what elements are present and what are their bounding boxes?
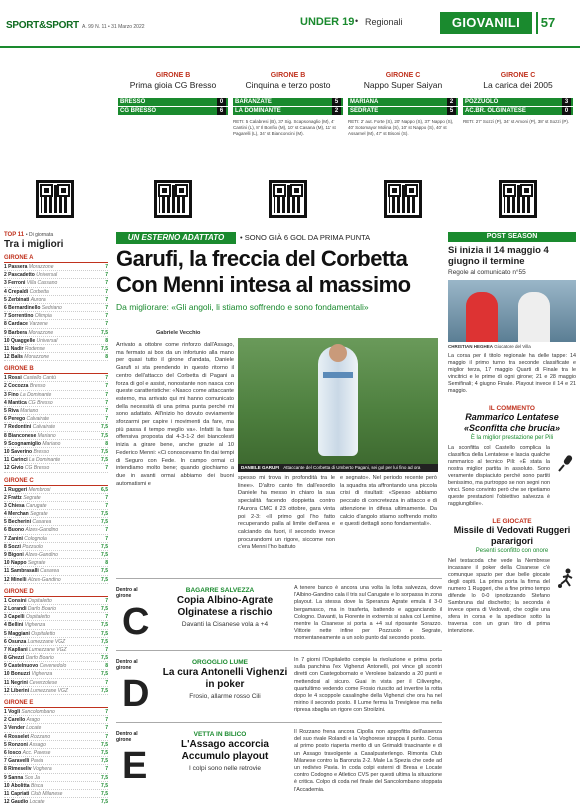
list-item: 1 Rossi Castello Cantù 7: [4, 375, 108, 382]
article-deck: Da migliorare: «Gli angoli, li stiamo soffrendo e sono fondamentali»: [116, 302, 369, 312]
result-details: RETI: 2' aut. Forte (S), 20' Nappo (S), 37' Nappo (S), 40' Sotomayor Molina (S), 10' st Nappo (S), 40' st Assarnel (M), 47' st Bisoni (S).: [348, 119, 454, 136]
team-name: CG BRESSO: [120, 108, 157, 114]
top11-column: [4, 232, 108, 804]
list-item: 8 Rimeseliv Voghera 7: [4, 766, 108, 773]
plays-text: Nel testacoda che vede la Nembrese incassare il poker della Cisanese c'è comunque spazio per due belle giocate degli ospiti. La prima porta la firma del numero 1 Ruggeri, che a fine primo tempo difende lo 0-0 ipnotizzando Stefano Sambruna dal dischetto; la seconda è invece opera di Vedovati, che coglie una sfera in corsa e la spedisce sotto la traversa con un gran tiro di prima intenzione.: [448, 558, 576, 635]
list-item: 7 Zanini Colognola 7: [4, 535, 108, 542]
issue-info: A. 99 N. 11 • 31 Marzo 2022: [82, 24, 145, 30]
list-item: 8 Sozzi Pozzuolo 7,5: [4, 543, 108, 550]
player-caption: CHRISTIAN HEGHEA Giocatore del Villa: [448, 344, 531, 349]
result-girone: GIRONE C: [500, 72, 536, 79]
comment-label: IL COMMENTO: [489, 405, 535, 412]
post-season-sub: Regole al comunicato n°55: [448, 269, 526, 276]
list-item: 3 Fino La Dominante 7: [4, 391, 108, 398]
comment-text: La sconfitta col Castello complica la classifica della Lentatese e lascia qualche rammarico al tecnico Pili: «È stata la nostra miglior partita in assoluto. Sono veramente dispiaciuto perché sono partiti benissimo, ma purtroppo se non segni non vinci. Sono convinto però che se ripetiamo queste prestazioni l'obiettivo salvezza è raggiungibile».: [448, 445, 576, 508]
list-item: 1 Consini Ospitaletto 7: [4, 597, 108, 604]
scoreboard: [463, 98, 573, 116]
list-item: 8 Ghezzi Darfo Boario 7,5: [4, 655, 108, 662]
list-item: 5 Maggiani Ospitaletto 7,5: [4, 630, 108, 637]
team-name: LA DOMINANTE: [235, 108, 281, 114]
article-kicker: UN ESTERNO ADATTATO: [116, 232, 236, 244]
list-item: 5 Riva Mariano 7: [4, 408, 108, 414]
post-season-head: Si inizia il 14 maggio 4 giugno il termine: [448, 245, 549, 267]
section-headline: La cura Antonelli Vighenzi in poker: [162, 667, 288, 690]
list-item: 11 Negrini Ceverzolese 7: [4, 679, 108, 686]
section-headline: L'Assago accorcia Accumulo playout: [181, 739, 269, 762]
list-item: 7 Garavelli Pavia 7,5: [4, 758, 108, 765]
list-item: 11 Nadir Rodense 7,5: [4, 345, 108, 352]
section-letter: C: [122, 601, 150, 643]
list-item: 12 Liberini Lumezzane VGZ 7,5: [4, 687, 108, 694]
score-row: [463, 107, 573, 116]
list-item: 11 Sambrasalli Casarea 7,5: [4, 568, 108, 575]
photo-caption: DANIELE GARUFI Attaccante del Corbetta di Umberto Pagani, sei gol per lui fino ad ora: [238, 464, 438, 472]
result-girone: GIRONE B: [270, 72, 306, 79]
list-item: 7 Kapllani Lumezzane VGZ 7: [4, 646, 108, 653]
header-bullet: •: [355, 16, 359, 26]
list-item: 2 Lorandi Darfo Boario 7,5: [4, 605, 108, 612]
qr-code-icon[interactable]: [269, 180, 307, 218]
list-item: 8 Cardace Varzene 7: [4, 321, 108, 328]
top11-group: [4, 589, 108, 695]
list-item: 6 Buono Alzes-Gandino 7: [4, 527, 108, 534]
top11-group: [4, 700, 108, 804]
article-kicker-right: • SONO GIÀ 6 GOL DA PRIMA PUNTA: [240, 233, 371, 242]
team-score: 6: [217, 107, 226, 115]
score-row: [118, 98, 228, 107]
top11-group: [4, 366, 108, 472]
list-item: 6 Iosco Acc. Pavese 7,5: [4, 749, 108, 756]
page-number: 57: [536, 12, 558, 34]
category-label: UNDER 19: [300, 16, 355, 28]
list-item: 10 Abolitta Bisca 7,5: [4, 782, 108, 789]
section-kicker: Dentro al girone: [116, 659, 138, 671]
scoreboard: [118, 98, 228, 116]
list-item: 12 Givio CG Bresso 7: [4, 465, 108, 472]
list-item: 12 Balis Morazzone 8: [4, 354, 108, 361]
section-text: Il Rozzano frena ancora Cipolla non approfitta dell'assenza del suo rivale Rolandi e la Voghorese strappa il punto. Corsa al primo posto riaperta merito di un Grimaldi trascinante e di un Assago travolgente a Casalpusterlengo. Rimonta Club Milanese contro la Baronzia 2-2. Male La Spezia che cede ad un redivivo Pavia. In coda colpi esterni di Bresa e Locate contro Codogno e Atletico CVS per questi ultima la situazione è critica. Colpo di coda nel finale del Sancolombano stoppata l'Accademia.: [294, 729, 442, 793]
list-item: 3 Chiesa Carugate 7: [4, 502, 108, 509]
top11-kicker: TOP 11 • Di giornata: [4, 232, 54, 238]
section-label: BAGARRE SALVEZZA: [185, 587, 255, 594]
list-item: 9 Scognamiglio Mariano 8: [4, 440, 108, 447]
team-name: SEDRATE: [350, 108, 379, 114]
list-item: 4 Merchan Segrate 7,5: [4, 511, 108, 518]
list-item: 6 Osunza Lumezzane VGZ 7,5: [4, 638, 108, 645]
post-season-text: La corsa per il titolo regionale ha delle tappe: 14 maggio il primo turno tra seconde classificate e miglior terza, 17 maggio Quarti di Finale tra le vincitrici e le prime di ogni girone; 21 e 28 maggio Semifinali; 4 giugno Finale. Playout invece il 14 e 21 maggio.: [448, 353, 576, 394]
article-body-col3: e segnato». Nel periodo recente però la squadra sta affrontando una piccola crisi di risultati: «Spesso abbiamo peccato di concretezza in attacco e di attenzione in difesa ultimamente. Da calcio d'angolo stiamo soffrendo molto e questi dettagli sono fondamentali».: [340, 475, 437, 528]
list-item: 10 Quaggelle Universal 8: [4, 337, 108, 344]
list-item: 10 Saverino Bresso 7,5: [4, 448, 108, 455]
list-item: 5 Zerbinati Aurora 7: [4, 296, 108, 303]
team-name: AC.BR. OLGINATESE: [465, 108, 526, 114]
post-season-label: POST SEASON: [448, 232, 576, 242]
girone-section-e: [116, 722, 442, 796]
team-name: POZZUOLO: [465, 99, 499, 105]
list-item: 8 Bianconese Mariano 7,5: [4, 432, 108, 439]
result-girone: GIRONE B: [155, 72, 191, 79]
team-score: 2: [332, 107, 341, 115]
scoreboard: [348, 98, 458, 116]
comment-title: Rammarico Lentatese «Sconfitta che brucia»: [463, 412, 561, 433]
team-score: 5: [447, 107, 456, 115]
list-item: 2 Pascadetto Universal 7: [4, 272, 108, 279]
list-item: 1 Vogli Sancolombano 7: [4, 709, 108, 715]
list-item: 4 Crepaldi Corbetta 7: [4, 288, 108, 295]
score-row: [233, 98, 343, 107]
section-sub: Frosio, allarme rosso Cili: [189, 693, 261, 700]
list-item: 3 Capelli Ospitaletto 7: [4, 614, 108, 621]
publication-logo: SPORT&SPORT: [6, 20, 79, 31]
group-title: GIRONE D: [4, 589, 108, 597]
list-item: 3 Vender Locate 7: [4, 725, 108, 732]
section-letter: D: [122, 673, 150, 715]
team-score: 5: [332, 98, 341, 106]
result-title: Nappo Super Saiyan: [363, 80, 443, 90]
list-item: 10 Bonuzzi Vighenza 7,5: [4, 671, 108, 678]
result-girone: GIRONE C: [385, 72, 421, 79]
team-name: BRESSO: [120, 99, 146, 105]
list-item: 11 Carinci La Dominante 7,5: [4, 457, 108, 464]
list-item: 12 Minelli Alzes-Gandino 7,5: [4, 576, 108, 583]
qr-code-icon[interactable]: [384, 180, 422, 218]
plays-sub: Pesenti sconfitto con onore: [475, 548, 549, 554]
result-details: RETI: 5 Calabresi (B), 37 Sig. Scapsonaglio (M), 4' Cantini (L), 8' Il Bonfio (M), 10' st Casana (M), 11' st Pagarelli (L), 34' st Bianconcini (M).: [233, 119, 336, 136]
section-letter: E: [122, 745, 148, 787]
list-item: 9 Sanna Sos Ja 7,5: [4, 774, 108, 781]
team-score: 0: [217, 98, 226, 106]
result-title: Cinquina e terzo posto: [245, 80, 331, 90]
list-item: 4 Bellini Vighenza 7,5: [4, 622, 108, 629]
microphone-icon: [556, 453, 576, 473]
section-badge: GIOVANILI: [440, 12, 532, 34]
score-row: [463, 98, 573, 107]
article-body-col2: spesso mi trova in profondità tra le linee». D'altro canto fin dall'esordio Daniele ha messo in chiaro la sua specialità facendo doppietta contro l'Aurora CMC il 23 ottobre, gara vinta poi 2-3: «Il primo gol l'ho fatto recuperando palla al limite dell'area e calciando da fuori, il secondo invece procurandomi un rigore, siccome non c'era Menni l'ho battuto: [238, 475, 335, 551]
list-item: 2 Cocozza Bresso 7: [4, 383, 108, 390]
girone-section-c: [116, 578, 442, 652]
list-item: 4 Rosselet Rozzano 7: [4, 733, 108, 740]
qr-code-icon[interactable]: [499, 180, 537, 218]
section-sub: I colpi sono nelle retrovie: [189, 765, 261, 772]
section-text: A tenere banco è ancora una volta la lotta salvezza, dove l'Albino-Gandino cala il tris sul Carugate e lo sorpassa in zona playout. La stessa dove la Speranza Agrate emula il 3-0 bergamasco, ma in trasferta, battendo e agganciando il Cologno. Davanti, la Fiorente in extremis si salva col Lemine, mentre la Cisanese si porta a +4 sul riposante Sorazzo. Vittorie nette infine per Pozzuolo e Segrate, momentaneamente a un solo punto dal secondo posto.: [294, 585, 442, 642]
list-item: 2 Frattz Segrate 7: [4, 494, 108, 501]
plays-label: LE GIOCATE: [492, 518, 532, 525]
article-body-col1: Arrivato a ottobre come rinforzo dall'Assago, ma fermato ai box da un infortunio alla mano per quasi tutto il girone d'andata, Daniele Garufi si sta prendendo in questo ritorno il centro dell'attacco del Corbetta di Pagani a forza di gol e assist, nonostante non nasca con queste caratteristiche: «Nasco come attaccante esterno, ma arrivato qui mi hanno comunicato della necessità di una prima punta perché mi sono adattato. All'inizio ho dovuto ovviamente sforzarmi per capire i movimenti da fare, ma più passa il tempo meglio va». Infatti la fase offensiva proposta dal 4-3-1-2 dei biancolesti inizia a girare bene, anche grazie al 10 Federico Menni: «Ci conoscevamo fin dai tempi di Seguro con Fede. In campo ormai ci intendiamo molto bene; quando giochiamo a due in avanti ormai abbiamo dei buoni automatismi e: [116, 342, 234, 487]
right-column: [448, 232, 576, 635]
group-title: GIRONE C: [4, 478, 108, 486]
list-item: 1 Ruggeri Membrosi 6,5: [4, 486, 108, 493]
score-row: [233, 107, 343, 116]
article-headline: Garufi, la freccia del Corbetta Con Menni intesa al massimo: [116, 246, 411, 297]
girone-section-d: [116, 650, 442, 724]
section-text: In 7 giorni l'Ospitaletto compie la rivoluzione e prima porta sulla panchina l'ex Vighenzi Antonelli, poi vince gli scontri diretti con Castegobornato e Verolese balzando a 20 punti e mettendosi al sicuro. Guai in vista per il Ciliverghe, quartultimo vedendo come Frosio riuscito ad invertire la rotta dopo le 4 scoppole casalinghe della Vighenzi che ora ha nel mirino il secondo posto. Il Lume ferma la Treviglese ma nella ripresa sbaglia un rigore con Stroilzini.: [294, 657, 442, 714]
plays-title: Missile di Vedovati Ruggeri pararigori: [453, 525, 571, 546]
score-row: [348, 98, 458, 107]
list-item: 12 Gaudio Locate 7,5: [4, 798, 108, 804]
section-kicker: Dentro al girone: [116, 731, 138, 743]
team-name: MARIANA: [350, 99, 379, 105]
list-item: 5 Becherini Casarea 7,5: [4, 519, 108, 526]
list-item: 9 Castelnuovo Cevenedolo 8: [4, 663, 108, 670]
list-item: 6 Perego Calvairate 7: [4, 416, 108, 423]
qr-code-icon[interactable]: [154, 180, 192, 218]
team-score: 0: [562, 107, 571, 115]
qr-code-icon[interactable]: [36, 180, 74, 218]
section-sub: Davanti la Cisanese vola a +4: [181, 621, 269, 628]
list-item: 5 Ronzoni Assago 7,5: [4, 741, 108, 748]
list-item: 4 Mantica CG Bresso 7: [4, 399, 108, 406]
region-label: Regionali: [365, 17, 403, 27]
result-title: La carica dei 2005: [483, 80, 553, 90]
section-headline: Copia Albino-Agrate Olginatese a rischio: [176, 595, 274, 618]
soccer-player-icon: [556, 568, 576, 588]
list-item: 1 Passera Morazzone 7: [4, 264, 108, 270]
top11-title: Tra i migliori: [4, 239, 64, 250]
list-item: 2 Carello Arago 7: [4, 717, 108, 724]
list-item: 6 Bernardinello Sedriano 7: [4, 304, 108, 311]
section-label: VETTA IN BILICO: [193, 731, 247, 738]
list-item: 7 Redontini Calvairate 7,5: [4, 424, 108, 431]
group-title: GIRONE E: [4, 700, 108, 708]
comment-sub: È la miglior prestazione per Pili: [470, 435, 554, 441]
score-row: [118, 107, 228, 116]
list-item: 9 Barbera Morazzone 7,5: [4, 329, 108, 336]
list-item: 9 Bigoni Alzes-Gandino 7,5: [4, 552, 108, 558]
list-item: 10 Nappo Segrate 8: [4, 560, 108, 567]
section-label: ORGOGLIO LUME: [192, 659, 248, 666]
list-item: 3 Ferroni Villa Cassano 7: [4, 280, 108, 287]
list-item: 11 Capriati Club Milanese 7,5: [4, 790, 108, 797]
team-name: BARANZATE: [235, 99, 272, 105]
team-score: 3: [562, 98, 571, 106]
player-photo: [448, 280, 576, 342]
score-row: [348, 107, 458, 116]
result-title: Prima gioia CG Bresso: [129, 80, 217, 90]
group-title: GIRONE B: [4, 366, 108, 374]
scoreboard: [233, 98, 343, 116]
top11-group: [4, 478, 108, 584]
article-photo: [238, 338, 438, 464]
group-title: GIRONE A: [4, 255, 108, 263]
top11-group: [4, 255, 108, 361]
article-byline: Gabriele Vecchio: [156, 330, 201, 336]
section-kicker: Dentro al girone: [116, 587, 138, 599]
list-item: 7 Sorrentino Olimpia 7: [4, 313, 108, 320]
result-details: RETI: 27' Sozzi (P), 34' st Amoni (P), 38' st Sozzi (P).: [463, 119, 570, 124]
team-score: 2: [447, 98, 456, 106]
